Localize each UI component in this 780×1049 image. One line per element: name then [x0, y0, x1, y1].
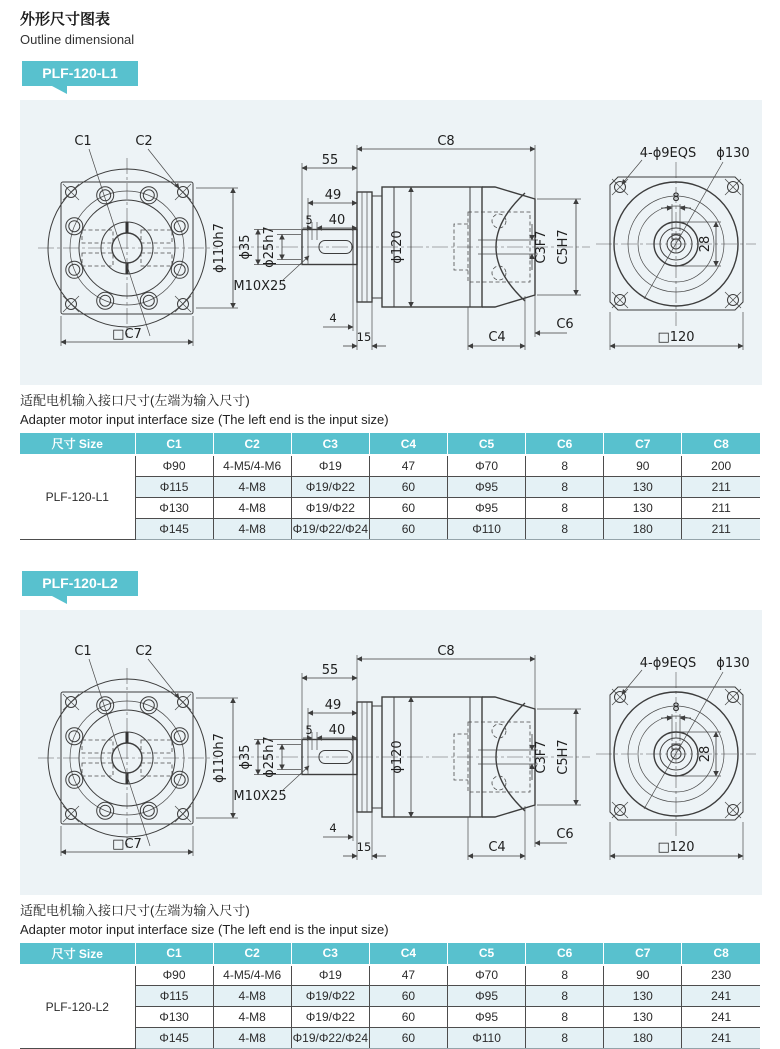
column-header: 尺寸 Size — [20, 433, 135, 455]
dimension-cell: 8 — [526, 1028, 604, 1049]
dim-label-sq120: □120 — [657, 330, 694, 345]
table-row — [20, 455, 760, 476]
dim-label-15: 15 — [357, 840, 372, 854]
dim-label-55: 55 — [322, 153, 339, 168]
dimension-cell: 90 — [604, 455, 682, 476]
dimension-cell: 8 — [526, 1007, 604, 1028]
column-header: C2 — [213, 943, 291, 965]
dimension-cell: Φ70 — [448, 455, 526, 476]
dimension-cell: Φ145 — [135, 1028, 213, 1049]
column-header: C5 — [448, 433, 526, 455]
dimension-cell: Φ110 — [448, 1028, 526, 1049]
dimension-cell: Φ70 — [448, 965, 526, 986]
dimension-cell: 211 — [682, 518, 760, 539]
dim-label-c1: C1 — [74, 134, 91, 149]
dimension-cell: 4-M8 — [213, 1028, 291, 1049]
column-header: C6 — [526, 433, 604, 455]
dimension-cell: 4-M8 — [213, 1007, 291, 1028]
table-row — [20, 965, 760, 986]
dim-label-c5: C5H7 — [556, 739, 571, 774]
row-label: PLF-120-L1 — [20, 455, 135, 539]
dimension-table — [20, 943, 760, 1049]
dim-label-40: 40 — [329, 723, 346, 738]
dimension-cell: Φ95 — [448, 1007, 526, 1028]
column-header: C6 — [526, 943, 604, 965]
dim-label-c6: C6 — [556, 827, 573, 842]
dim-label-4: 4 — [329, 311, 336, 325]
dimension-cell: 8 — [526, 986, 604, 1007]
dim-label-eqs: 4-ϕ9EQS — [640, 146, 697, 161]
dim-label-5: 5 — [305, 213, 312, 227]
gearbox-outline-drawing — [20, 100, 762, 385]
dimension-cell: 60 — [369, 476, 447, 497]
dimension-cell: 60 — [369, 986, 447, 1007]
rear-view — [596, 146, 756, 350]
dim-label-c3: C3F7 — [534, 230, 549, 263]
dimension-cell: Φ90 — [135, 965, 213, 986]
note-en: Adapter motor input interface size (The left end is the input size) — [20, 922, 760, 937]
dimension-cell: Φ19 — [291, 965, 369, 986]
column-header: C7 — [604, 433, 682, 455]
dimension-cell: 4-M5/4-M6 — [213, 965, 291, 986]
column-header: C5 — [448, 943, 526, 965]
dimension-cell: Φ145 — [135, 518, 213, 539]
dimension-cell: Φ19/Φ22 — [291, 1007, 369, 1028]
front-view — [38, 134, 238, 346]
dimension-cell: 60 — [369, 1007, 447, 1028]
dim-label-c4: C4 — [488, 840, 505, 855]
dim-label-28: 28 — [698, 236, 713, 253]
dimension-cell: 8 — [526, 497, 604, 518]
gearbox-outline-drawing — [20, 610, 762, 895]
row-label: PLF-120-L2 — [20, 965, 135, 1049]
dimension-cell: 130 — [604, 497, 682, 518]
note-zh: 适配电机输入接口尺寸(左端为输入尺寸) — [20, 390, 760, 409]
model-badge — [22, 571, 138, 596]
dimension-cell: 130 — [604, 476, 682, 497]
dim-label-28: 28 — [698, 745, 713, 762]
dimension-cell: Φ130 — [135, 497, 213, 518]
outline-drawing-panel — [20, 610, 762, 895]
dim-label-c7: □C7 — [112, 837, 142, 852]
column-header: C8 — [682, 943, 760, 965]
dimension-cell: Φ19 — [291, 455, 369, 476]
dimension-cell: 4-M8 — [213, 497, 291, 518]
section-plf-120-l1 — [20, 59, 760, 540]
section-plf-120-l2 — [20, 569, 760, 1049]
dim-label-c3: C3F7 — [534, 740, 549, 773]
dim-label-d110: ϕ110h7 — [212, 223, 227, 273]
page-subtitle: Outline dimensional — [20, 32, 760, 47]
note-en: Adapter motor input interface size (The left end is the input size) — [20, 412, 760, 427]
dimension-cell: 8 — [526, 518, 604, 539]
dimension-cell: 211 — [682, 476, 760, 497]
dim-label-c8: C8 — [437, 134, 454, 149]
dimension-cell: 180 — [604, 1028, 682, 1049]
dimension-cell: 47 — [369, 965, 447, 986]
column-header: C7 — [604, 943, 682, 965]
dimension-cell: 241 — [682, 986, 760, 1007]
dimension-cell: 230 — [682, 965, 760, 986]
dim-label-40: 40 — [329, 213, 346, 228]
dimension-cell: Φ19/Φ22/Φ24 — [291, 1028, 369, 1049]
model-badge-label: PLF-120-L1 — [42, 65, 117, 81]
dim-label-d110: ϕ110h7 — [212, 733, 227, 783]
column-header: 尺寸 Size — [20, 943, 135, 965]
dimension-cell: 8 — [526, 965, 604, 986]
dim-label-c7: □C7 — [112, 327, 142, 342]
dimension-cell: 60 — [369, 518, 447, 539]
dimension-cell: 130 — [604, 986, 682, 1007]
dimension-cell: Φ19/Φ22 — [291, 986, 369, 1007]
dimension-cell: 8 — [526, 455, 604, 476]
dim-label-d120: ϕ120 — [390, 740, 405, 773]
dimension-cell: 180 — [604, 518, 682, 539]
dimension-cell: 4-M8 — [213, 518, 291, 539]
dim-label-49: 49 — [325, 188, 342, 203]
dim-label-15: 15 — [357, 330, 372, 344]
column-header: C2 — [213, 433, 291, 455]
dimension-cell: 4-M8 — [213, 986, 291, 1007]
dim-label-d35: ϕ35 — [238, 744, 253, 769]
dimension-cell: 60 — [369, 497, 447, 518]
dimension-cell: Φ19/Φ22/Φ24 — [291, 518, 369, 539]
column-header: C1 — [135, 433, 213, 455]
column-header: C1 — [135, 943, 213, 965]
dimension-cell: 241 — [682, 1028, 760, 1049]
dimension-cell: 241 — [682, 1007, 760, 1028]
front-view — [38, 644, 238, 856]
dim-label-49: 49 — [325, 698, 342, 713]
dim-label-c2: C2 — [135, 644, 152, 659]
dimension-cell: Φ110 — [448, 518, 526, 539]
dim-label-sq120: □120 — [657, 840, 694, 855]
dim-label-8: 8 — [672, 190, 679, 204]
dim-label-d130: ϕ130 — [716, 656, 749, 671]
column-header: C3 — [291, 433, 369, 455]
note-zh: 适配电机输入接口尺寸(左端为输入尺寸) — [20, 900, 760, 919]
column-header: C8 — [682, 433, 760, 455]
dimension-cell: 4-M5/4-M6 — [213, 455, 291, 476]
page-title: 外形尺寸图表 — [20, 8, 760, 29]
side-view — [232, 134, 590, 350]
column-header: C4 — [369, 943, 447, 965]
dim-label-c4: C4 — [488, 330, 505, 345]
dim-label-d130: ϕ130 — [716, 146, 749, 161]
column-header: C4 — [369, 433, 447, 455]
dimension-cell: Φ115 — [135, 476, 213, 497]
dimension-cell: 200 — [682, 455, 760, 476]
model-badge-label: PLF-120-L2 — [42, 575, 117, 591]
dim-label-d120: ϕ120 — [390, 230, 405, 263]
dimension-cell: 8 — [526, 476, 604, 497]
dimension-cell: Φ19/Φ22 — [291, 497, 369, 518]
dim-label-m10: M10X25 — [233, 279, 286, 294]
side-view — [232, 644, 590, 860]
dim-label-8: 8 — [672, 700, 679, 714]
dimension-cell: Φ95 — [448, 476, 526, 497]
dim-label-c8: C8 — [437, 644, 454, 659]
dimension-cell: Φ130 — [135, 1007, 213, 1028]
dimension-cell: 130 — [604, 1007, 682, 1028]
dimension-cell: Φ19/Φ22 — [291, 476, 369, 497]
dimension-cell: Φ95 — [448, 986, 526, 1007]
outline-drawing-panel — [20, 100, 762, 385]
model-badge — [22, 61, 138, 86]
dim-label-m10: M10X25 — [233, 789, 286, 804]
dimension-cell: 211 — [682, 497, 760, 518]
dim-label-5: 5 — [305, 723, 312, 737]
dimension-cell: 60 — [369, 1028, 447, 1049]
dim-label-eqs: 4-ϕ9EQS — [640, 656, 697, 671]
dim-label-d35: ϕ35 — [238, 234, 253, 259]
dimension-table — [20, 433, 760, 540]
dim-label-c1: C1 — [74, 644, 91, 659]
dim-label-d25: ϕ25h7 — [262, 736, 277, 778]
dim-label-c2: C2 — [135, 134, 152, 149]
dimension-cell: Φ115 — [135, 986, 213, 1007]
dim-label-4: 4 — [329, 821, 336, 835]
dim-label-c5: C5H7 — [556, 229, 571, 264]
dim-label-55: 55 — [322, 663, 339, 678]
dimension-cell: 90 — [604, 965, 682, 986]
dimension-cell: 4-M8 — [213, 476, 291, 497]
dim-label-d25: ϕ25h7 — [262, 226, 277, 268]
rear-view — [596, 656, 756, 860]
dimension-cell: 47 — [369, 455, 447, 476]
dimension-cell: Φ90 — [135, 455, 213, 476]
dimension-cell: Φ95 — [448, 497, 526, 518]
dim-label-c6: C6 — [556, 317, 573, 332]
column-header: C3 — [291, 943, 369, 965]
